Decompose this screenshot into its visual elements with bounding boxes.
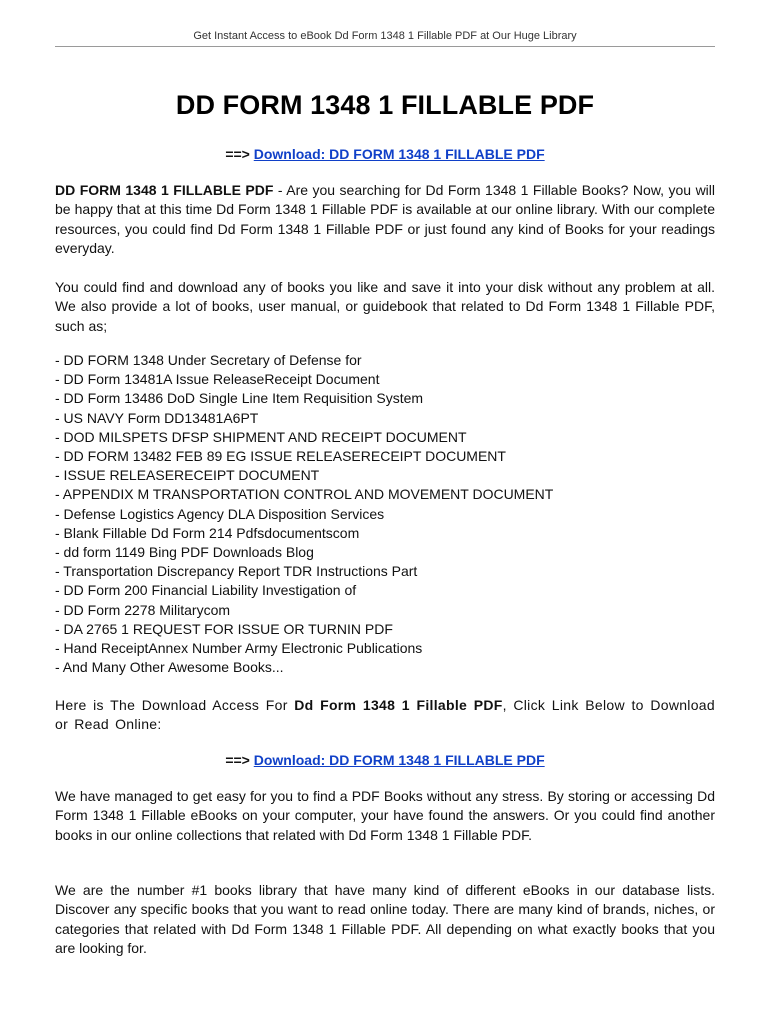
download-line-top (55, 146, 715, 162)
download-link-top[interactable]: Download: DD FORM 1348 1 FILLABLE PDF (253, 146, 545, 162)
paragraph-find-download: You could find and download any of books you like and save it into your disk without any problem at all. We also provide a lot of books, user manual, or guidebook that related to Dd Form 1348 1 Fillable PDF, such as; (55, 279, 715, 334)
list-item: - DD Form 13486 DoD Single Line Item Requisition System (55, 390, 424, 407)
download-arrow: ==> (225, 752, 250, 768)
access-text-before: Here is The Download Access For (55, 697, 295, 713)
list-item: - Hand ReceiptAnnex Number Army Electronic Publications (55, 640, 423, 657)
list-item: - DA 2765 1 REQUEST FOR ISSUE OR TURNIN PDF (55, 620, 393, 637)
list-item: - DD FORM 1348 Under Secretary of Defense for (55, 352, 362, 368)
list-item: - ISSUE RELEASERECEIPT DOCUMENT (55, 467, 320, 484)
download-link-bottom[interactable]: Download: DD FORM 1348 1 FILLABLE PDF (253, 752, 545, 768)
intro-lead: DD FORM 1348 1 FILLABLE PDF (55, 182, 274, 198)
paragraph-managed: We have managed to get easy for you to find a PDF Books without any stress. By storing or accessing Dd Form 1348 1 Fillable eBooks on your computer, your have found the answers. Or you could find another books in our online collections that related with Dd Form 1348 1 Fillable PDF. (55, 788, 715, 843)
list-item: - And Many Other Awesome Books... (55, 659, 284, 676)
list-item: - Defense Logistics Agency DLA Disposition Services (55, 505, 385, 522)
list-item: - DD FORM 13482 FEB 89 EG ISSUE RELEASERECEIPT DOCUMENT (55, 448, 506, 465)
list-item: - US NAVY Form DD13481A6PT (55, 409, 259, 426)
list-item: - DD Form 200 Financial Liability Investigation of (55, 582, 357, 599)
list-item: - Blank Fillable Dd Form 214 Pdfsdocumentscom (55, 524, 360, 541)
list-item: - DD Form 13481A Issue ReleaseReceipt Document (55, 371, 380, 388)
list-item: - APPENDIX M TRANSPORTATION CONTROL AND MOVEMENT DOCUMENT (55, 486, 554, 503)
page-header: Get Instant Access to eBook Dd Form 1348 1 Fillable PDF at Our Huge Library (193, 30, 577, 42)
download-arrow: ==> (225, 146, 250, 162)
list-item: - DOD MILSPETS DFSP SHIPMENT AND RECEIPT DOCUMENT (55, 428, 467, 445)
page-title: DD FORM 1348 1 FILLABLE PDF (175, 90, 595, 120)
access-text-bold: Dd Form 1348 1 Fillable PDF (294, 697, 503, 713)
intro-paragraph (55, 181, 715, 258)
intro-body: - Are you searching for Dd Form 1348 1 Fillable Books? Now, you will be happy that at this time Dd Form 1348 1 Fillable PDF is available at our online library. With our complete resources, you could find Dd Form 1348 1 Fillable PDF or just found any kind of Books for your readings everyday. (55, 182, 716, 256)
access-text-after: , Click Link Below to Download or Read Online: (55, 697, 715, 733)
list-item: - dd form 1149 Bing PDF Downloads Blog (55, 544, 314, 561)
download-line-bottom (55, 752, 715, 768)
paragraph-number-one: We are the number #1 books library that have many kind of different eBooks in our database lists. Discover any specific books that you want to read online today. There are many kind of brands, niches, or categories that related with Dd Form 1348 1 Fillable PDF. All depending on what exactly books that you are looking for. (55, 882, 715, 956)
download-access-paragraph (55, 696, 715, 735)
book-list (55, 351, 715, 677)
header-divider (55, 46, 715, 47)
list-item: - Transportation Discrepancy Report TDR Instructions Part (55, 563, 418, 580)
list-item: - DD Form 2278 Militarycom (55, 601, 231, 618)
